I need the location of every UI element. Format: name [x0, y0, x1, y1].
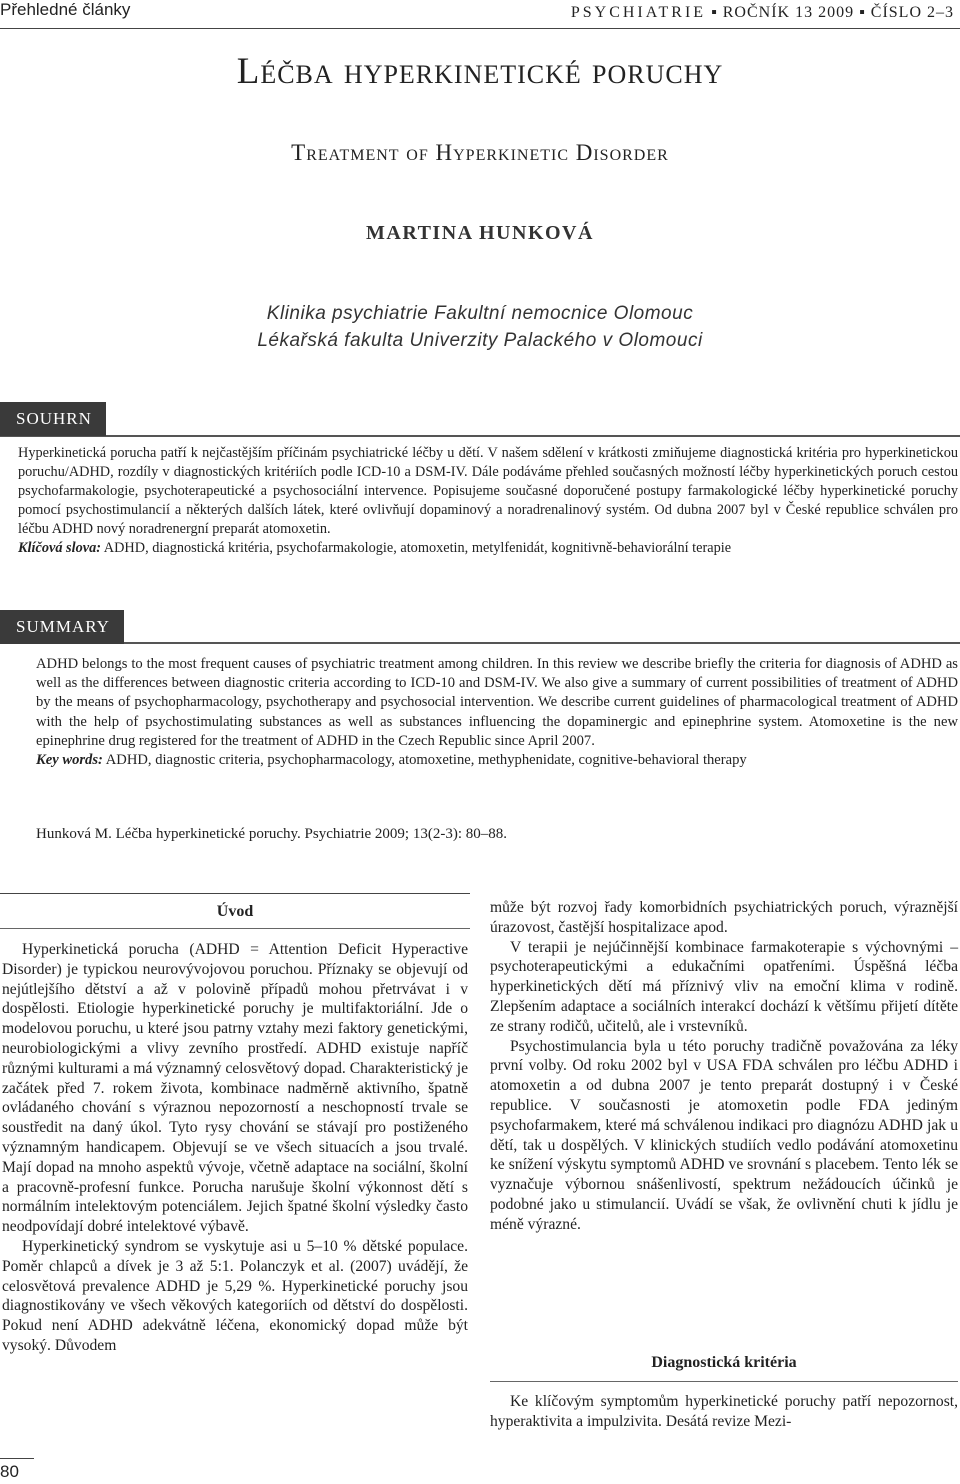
- intro-heading: Úvod: [216, 903, 254, 920]
- intro-paragraph-2: Hyperkinetický syndrom se vyskytuje asi u 5–10 % dětské populace. Poměr chlapců a dívek je 3 až 5:1. Polanczyk et al. (2007) uvádějí, že celosvětová prevalence ADHD je 5,29 %. Hyperkinetické poruchy jsou diagnostikovány ve všech věkových kategoriích od dětství do dospělosti. Pokud není ADHD adekvátně léčena, ekonomický dopad může být vysoký. Důvodem: [2, 1237, 468, 1354]
- issue: ČÍSLO 2–3: [870, 4, 954, 21]
- affiliation-line-2: Lékařská fakulta Univerzity Palackého v Olomouci: [257, 330, 703, 351]
- summary-abstract: [36, 655, 958, 770]
- souhrn-label: SOUHRN: [0, 402, 106, 436]
- summary-keywords-label: Key words:: [36, 752, 103, 769]
- souhrn-keywords-label: Klíčová slova:: [18, 540, 101, 556]
- right-column-text: [490, 898, 958, 1235]
- right-paragraph-4: Ke klíčovým symptomům hyperkinetické poruchy patří nepozornost, hyperaktivita a impulzivita. Desátá revize Mezi-: [490, 1393, 958, 1430]
- journal-info: [571, 4, 954, 22]
- souhrn-keywords: ADHD, diagnostická kritéria, psychofarmakologie, atomoxetin, metylfenidát, kognitivně-behaviorální terapie: [103, 540, 732, 556]
- header-rule: [0, 28, 960, 29]
- author: MARTINA HUNKOVÁ: [366, 222, 594, 244]
- separator: ▪: [859, 4, 866, 21]
- page-number-rule: [0, 1458, 34, 1459]
- article-title: Léčba hyperkinetické poruchy: [236, 51, 724, 92]
- diagnostic-criteria-rule: [490, 1381, 958, 1382]
- left-column-rule: [0, 893, 470, 894]
- affiliation-line-1: Klinika psychiatrie Fakultní nemocnice Olomouc: [266, 303, 694, 324]
- separator: ▪: [711, 4, 718, 21]
- diagnostic-criteria-heading: Diagnostická kritéria: [651, 1354, 797, 1371]
- section-label: Přehledné články: [0, 0, 131, 19]
- souhrn-abstract: [18, 444, 958, 558]
- souhrn-text: Hyperkinetická porucha patří k nejčastějším příčinám psychiatrické léčby u dětí. V našem sdělení v krátkosti zmiňujeme diagnostická kritéria pro hyperkinetickou poruchu/ADHD, rozdíly v diagnostických kritériích podle ICD-10 a DSM-IV. Dále podáváme přehled současných možností léčby hyperkinetických poruch cestou psychofarmakologie, psychoterapeutické a psychosociální intervence. Popisujeme současné doporučené postupy farmakologické léčby hyperkinetické poruchy pomocí psychostimulancií a některých dalších látek, které ovlivňují dopaminový a noradrenalinový systém. Od dubna 2007 byl v České republice schválen pro léčbu ADHD nový noradrenergní preparát atomoxetin.: [18, 445, 958, 537]
- volume: ROČNÍK 13: [722, 4, 814, 21]
- diagnostic-criteria-text: [490, 1392, 958, 1432]
- intro-heading-rule: [0, 928, 470, 929]
- citation: Hunková M. Léčba hyperkinetické poruchy. Psychiatrie 2009; 13(2-3): 80–88.: [36, 826, 507, 842]
- page-number: 80: [0, 1462, 19, 1481]
- right-paragraph-3: Psychostimulancia byla u této poruchy tradičně považována za léky první volby. Od roku 2002 byl v USA FDA schválen pro léčbu ADHD i atomoxetin a od dubna 2007 je tento preparát dostupný i v České republice. V současnosti je atomoxetin podle FDA jediným psychofarmakem, které má schválenou indikaci pro diagnózu ADHD jak u dětí, tak u dospělých. V klinických studiích vedlo podávání atomoxetinu ke snížení výskytu symptomů ADHD ve srovnání s placebem. Tento lék se vyznačuje výbornou snášenlivostí, spektrum nežádoucích účinků je podobné jako u stimulancií. Uvádí se však, že ovlivnění chuti k jídlu je méně výrazné.: [490, 1037, 958, 1233]
- summary-text: ADHD belongs to the most frequent causes of psychiatric treatment among children. In this review we describe briefly the criteria for diagnosis of ADHD as well as the differences between diagnostic criteria according to ICD-10 and DSM-IV. We also give a summary of current possibilities of treatment of ADHD by the means of psychopharmacology, psychotherapy and psychosocial intervention. We describe current guidelines of pharmacological treatment of ADHD with the help of psychostimulating substances as well as substances influencing the dopaminergic and epinephrine system. Atomoxetine is the new epinephrine drug registered for the treatment of ADHD in the Czech Republic since April 2007.: [36, 656, 958, 749]
- article-subtitle: Treatment of Hyperkinetic Disorder: [291, 140, 669, 165]
- intro-paragraph-1: Hyperkinetická porucha (ADHD = Attention Deficit Hyperactive Disorder) je typickou neurovývojovou poruchou. Příznaky se objevují od nejútlejšího dětství a až v polovině případů mohou přetrvávat i v dospělosti. Etiologie hyperkinetické poruchy je multifaktoriální. Jde o modelovou poruchu, u které jsou patrny vztahy mezi faktory genetickými, neurobiologickými a vlivy zevního prostředí. ADHD existuje napříč různými kulturami a má významný celosvětový dopad. Charakteristický je začátek před 7. rokem života, kombinace nadměrně aktivního, špatně ovládaného chování s výraznou nepozorností a neschopností trvale se soustředit na daný úkol. Tyto rysy chování se stávají pro postiženého významným handicapem. Objevují se ve všech situacích a jsou trvalé. Mají dopad na mnoho aspektů vývoje, včetně adaptace na sociální, školní a pracovně-profesní funkce. Porucha narušuje školní výkonnost dětí s normálním intelektovým potenciálem. Jejich špatné školní výsledky často neodpovídají dobré intelektové výbavě.: [2, 941, 468, 1236]
- summary-keywords: ADHD, diagnostic criteria, psychopharmacology, atomoxetine, methyphenidate, cognitive-behavioral therapy: [105, 752, 747, 769]
- year: 2009: [818, 4, 855, 21]
- right-paragraph-2: V terapii je nejúčinnější kombinace farmakoterapie s výchovnými – psychoterapeutickými a edukačními opatřeními. Úspěšná léčba hyperkinetických dětí má příznivý vliv na emoční klima v rodině. Zlepšením adaptace a sociálních interakcí dochází k většímu přijetí dítěte ze strany rodičů, učitelů, ale i vrstevníků.: [490, 938, 958, 1035]
- journal-name: PSYCHIATRIE: [570, 4, 707, 21]
- summary-label: SUMMARY: [0, 610, 124, 644]
- left-column-text: [2, 940, 468, 1356]
- summary-rule: [0, 642, 960, 644]
- right-paragraph-1: může být rozvoj řady komorbidních psychiatrických poruch, výraznější úrazovost, častější hospitalizace apod.: [490, 899, 958, 936]
- souhrn-rule: [0, 435, 960, 437]
